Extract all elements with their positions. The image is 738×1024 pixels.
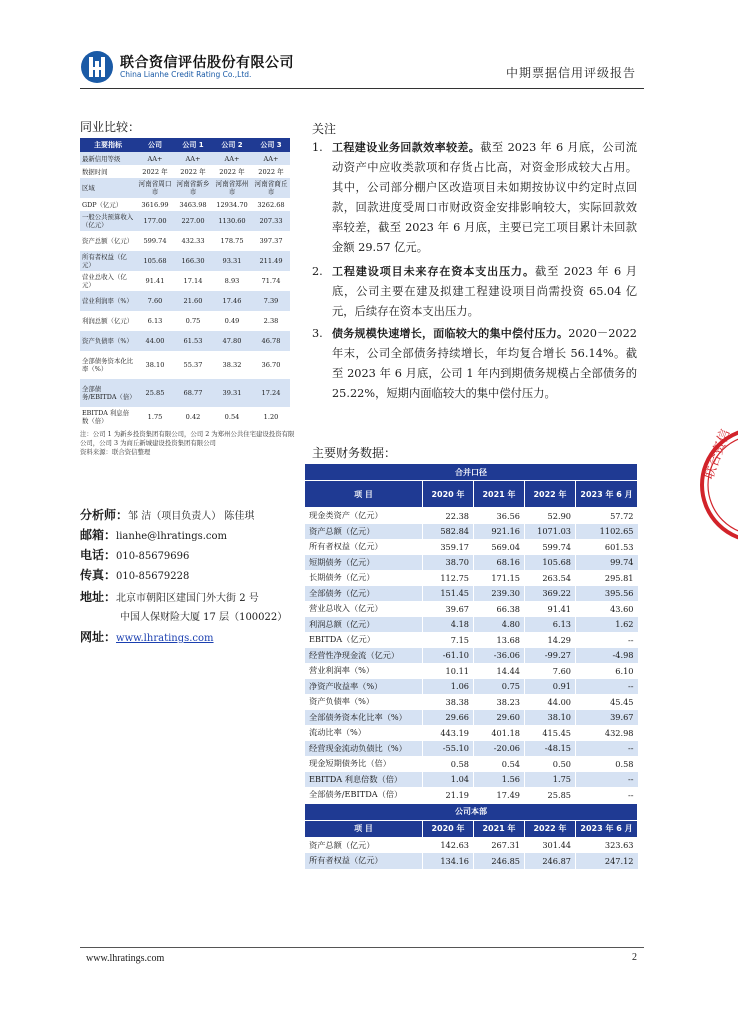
fin-table-row: [305, 756, 638, 772]
fin-cell: 6.13: [525, 617, 576, 633]
fin-cell: 415.45: [525, 725, 576, 741]
parent-header-row: [305, 820, 638, 837]
fin-cell: 36.56: [474, 508, 525, 524]
peer-cell: 105.68: [136, 251, 174, 271]
peer-cell: AA+: [252, 152, 290, 165]
fin-cell: 38.38: [423, 694, 474, 710]
peer-cell: 227.00: [174, 211, 212, 231]
parent-header-cell: 2023 年 6 月: [576, 820, 638, 837]
footer-divider: [80, 947, 644, 948]
fin-cell: -36.06: [474, 648, 525, 664]
fin-row-label: 经营性净现金流（亿元）: [305, 648, 423, 664]
fin-row-label: 经营现金流动负债比（%）: [305, 741, 423, 757]
fin-row-label: 现金类资产（亿元）: [305, 508, 423, 524]
peer-cell: 1.75: [147, 413, 163, 421]
company-logo-icon: [80, 50, 114, 84]
fin-table-row: [305, 787, 638, 803]
fin-cell: 359.17: [423, 539, 474, 555]
fin-table-row: [305, 539, 638, 555]
fin-table-row: [305, 725, 638, 741]
fin-cell: 142.63: [423, 837, 474, 853]
fin-cell: 599.74: [525, 539, 576, 555]
fin-cell: 247.12: [576, 853, 638, 869]
peer-cell: AA+: [136, 152, 174, 165]
peer-table-row: [80, 251, 290, 271]
concern-number: 1.: [312, 141, 323, 154]
concern-body: 2020－2022 年末，公司全部债务持续增长，年均复合增长 56.14%。截至 2023 年 6 月底，公司 1 年内到期债务规模占全部债务的 25.22%，短期内面临较大的集中偿付压力。: [332, 327, 637, 400]
peer-row-label: 最新信用等级: [80, 152, 136, 165]
peer-cell: 432.33: [181, 237, 205, 245]
fin-cell: 112.75: [423, 570, 474, 586]
fin-cell: 43.60: [576, 601, 638, 617]
peer-cell: 68.77: [174, 379, 212, 407]
peer-cell: 55.37: [183, 361, 203, 369]
fin-row-label: EBITDA 利息倍数（倍）: [305, 772, 423, 788]
peer-cell: AA+: [212, 152, 252, 165]
fin-cell: 246.87: [525, 853, 576, 869]
peer-cell: 38.10: [145, 361, 165, 369]
fin-cell: 14.29: [525, 632, 576, 648]
fin-cell: 171.15: [474, 570, 525, 586]
fin-cell: 52.90: [525, 508, 576, 524]
fin-table-row: [305, 555, 638, 571]
fin-row-label: 所有者权益（亿元）: [305, 853, 423, 869]
fin-table-row: [305, 679, 638, 695]
peer-cell: 12934.70: [216, 200, 248, 209]
consolidated-title: 合并口径: [305, 464, 638, 481]
peer-cell: 7.39: [252, 291, 290, 311]
peer-table-row: [80, 231, 290, 251]
address-line: [80, 588, 259, 605]
analyst-line: [80, 506, 254, 523]
fin-row-label: 利润总额（亿元）: [305, 617, 423, 633]
fin-row-label: 全部债务（亿元）: [305, 586, 423, 602]
parent-header-cell: 项 目: [305, 820, 423, 837]
peer-cell: 3463.98: [179, 200, 207, 209]
email-value: lianhe@lhratings.com: [116, 531, 228, 542]
peer-cell: 0.42: [185, 413, 201, 421]
fin-row-label: 短期债务（亿元）: [305, 555, 423, 571]
peer-table-note: [80, 430, 295, 457]
fin-cell: 134.16: [423, 853, 474, 869]
fin-cell: 1.06: [423, 679, 474, 695]
fin-cell: -20.06: [474, 741, 525, 757]
peer-table-row: [80, 311, 290, 331]
concern-body: 截至 2023 年 6 月底，公司流动资产中应收类款项和存货占比高，对资金形成较大占用。其中，公司部分棚户区改造项目未如期按协议中约定时点回款，回款进度受周口市财政资金安排影响较大，实际回款效率较差，截至 2023 年 6 月底，主要已完工项目累计未回款金额 29.57 亿元。: [332, 141, 638, 254]
peer-cell: 21.60: [174, 291, 212, 311]
peer-header-cell: 公司 3: [252, 138, 290, 152]
peer-row-label: 全部债务/EBITDA（倍）: [80, 379, 136, 407]
header-divider: [80, 88, 644, 89]
peer-row-label: 区域: [80, 178, 136, 198]
page-header: [80, 46, 644, 90]
svg-text:联合资信: 联合资信: [701, 427, 734, 482]
concerns-title: 关注: [312, 122, 337, 136]
fin-cell: 395.56: [576, 586, 638, 602]
fin-cell: 1.04: [423, 772, 474, 788]
fax-label: 传真：: [80, 568, 117, 582]
peer-cell: 47.80: [212, 331, 252, 351]
fin-cell: 401.18: [474, 725, 525, 741]
parent-title: 公司本部: [305, 803, 638, 820]
peer-table-row: [80, 407, 290, 427]
fin-table-row: [305, 741, 638, 757]
peer-cell: 3616.99: [141, 200, 169, 209]
fin-row-label: 所有者权益（亿元）: [305, 539, 423, 555]
fin-cell: 151.45: [423, 586, 474, 602]
fin-cell: 301.44: [525, 837, 576, 853]
footer-website: www.lhratings.com: [86, 953, 165, 964]
fin-table-row: [305, 524, 638, 540]
fin-cell: 4.80: [474, 617, 525, 633]
fin-header-cell: 项 目: [305, 481, 423, 508]
peer-cell: 599.74: [143, 237, 167, 245]
fin-cell: 569.04: [474, 539, 525, 555]
peer-comparison-table: [80, 138, 290, 427]
peer-cell: 2022 年: [258, 167, 284, 176]
peer-cell: 河南省周口市: [136, 178, 174, 198]
peer-header-cell: 主要指标: [80, 138, 136, 152]
fin-row-label: 营业总收入（亿元）: [305, 601, 423, 617]
peer-row-label: 数据时间: [82, 167, 108, 176]
fin-header-row: [305, 481, 638, 508]
peer-cell: 1130.60: [212, 211, 252, 231]
peer-cell: 178.75: [220, 237, 244, 245]
fin-header-cell: 2023 年 6 月: [576, 481, 638, 508]
fin-cell: 0.54: [474, 756, 525, 772]
fin-table-row: [305, 617, 638, 633]
peer-cell: 河南省郑州市: [212, 178, 252, 198]
fin-cell: 601.53: [576, 539, 638, 555]
fin-cell: 39.67: [423, 601, 474, 617]
peer-section-title: 同业比较：: [80, 120, 141, 134]
fin-cell: 582.84: [423, 524, 474, 540]
parent-title-row: [305, 803, 638, 820]
website-link[interactable]: www.lhratings.com: [116, 633, 214, 644]
page-number: 2: [632, 952, 637, 963]
fin-cell: 66.38: [474, 601, 525, 617]
concern-heading: 工程建设业务回款效率较差。: [332, 141, 481, 154]
fin-cell: 369.22: [525, 586, 576, 602]
fin-cell: 267.31: [474, 837, 525, 853]
company-seal-stamp: [698, 420, 738, 550]
peer-cell: 河南省新乡市: [174, 178, 212, 198]
peer-table-row: [80, 178, 290, 198]
report-title: 中期票据信用评级报告: [505, 66, 636, 80]
fin-cell: 29.66: [423, 710, 474, 726]
peer-cell: 0.49: [224, 317, 240, 325]
fin-cell: 6.10: [576, 663, 638, 679]
fin-cell: -4.98: [576, 648, 638, 664]
peer-cell: 211.49: [252, 251, 290, 271]
fin-row-label: EBITDA（亿元）: [305, 632, 423, 648]
analyst-label: 分析师：: [80, 508, 129, 522]
peer-cell: AA+: [174, 152, 212, 165]
peer-cell: 7.60: [136, 291, 174, 311]
fin-header-cell: 2020 年: [423, 481, 474, 508]
peer-table-row: [80, 152, 290, 165]
fin-cell: 91.41: [525, 601, 576, 617]
company-name-cn: 联合资信评估股份有限公司: [120, 55, 294, 71]
peer-cell: 2.38: [263, 317, 279, 325]
concern-item-2: [312, 262, 637, 322]
analyst-value: 邹 洁（项目负责人） 陈佳琪: [128, 511, 255, 522]
fin-header-cell: 2022 年: [525, 481, 576, 508]
consolidated-title-row: [305, 464, 638, 481]
peer-cell: 0.54: [224, 413, 240, 421]
fin-table-row: [305, 601, 638, 617]
fin-cell: 22.38: [423, 508, 474, 524]
peer-cell: 8.93: [224, 277, 240, 285]
parent-table-row: [305, 837, 638, 853]
fin-row-label: 资产总额（亿元）: [305, 524, 423, 540]
address-line-1: 北京市朝阳区建国门外大街 2 号: [116, 593, 259, 604]
peer-cell: 71.74: [261, 277, 281, 285]
fin-cell: 105.68: [525, 555, 576, 571]
peer-cell: 6.13: [147, 317, 163, 325]
concern-number: 3.: [312, 327, 323, 340]
fin-cell: 0.58: [576, 756, 638, 772]
peer-header-cell: 公司 2: [212, 138, 252, 152]
peer-cell: 397.37: [259, 237, 283, 245]
fin-cell: 1.62: [576, 617, 638, 633]
fin-cell: 323.63: [576, 837, 638, 853]
fin-cell: 99.74: [576, 555, 638, 571]
fin-row-label: 资产总额（亿元）: [305, 837, 423, 853]
fin-row-label: 资产负债率（%）: [305, 694, 423, 710]
peer-cell: 2022 年: [142, 167, 168, 176]
fin-cell: 10.11: [423, 663, 474, 679]
peer-cell: 河南省商丘市: [252, 178, 290, 198]
peer-cell: 17.14: [183, 277, 203, 285]
parent-table-row: [305, 853, 638, 869]
fin-cell: --: [576, 741, 638, 757]
fin-cell: 57.72: [576, 508, 638, 524]
fin-cell: 38.10: [525, 710, 576, 726]
phone-label: 电话：: [80, 548, 117, 562]
peer-row-label: 营业利润率（%）: [80, 291, 136, 311]
peer-table-row: [80, 351, 290, 379]
peer-cell: 3262.68: [257, 200, 285, 209]
peer-table-row: [80, 331, 290, 351]
concern-heading: 工程建设项目未来存在资本支出压力。: [332, 265, 535, 278]
fin-row-label: 净资产收益率（%）: [305, 679, 423, 695]
fin-cell: 0.75: [474, 679, 525, 695]
parent-header-cell: 2022 年: [525, 820, 576, 837]
fin-cell: 1102.65: [576, 524, 638, 540]
address-label: 地址：: [80, 590, 117, 604]
fin-row-label: 全部债务/EBITDA（倍）: [305, 787, 423, 803]
peer-row-label: 利润总额（亿元）: [82, 317, 134, 325]
peer-cell: 46.78: [252, 331, 290, 351]
peer-cell: 39.31: [212, 379, 252, 407]
fin-cell: 7.60: [525, 663, 576, 679]
financial-data-table: [304, 463, 638, 869]
peer-row-label: GDP（亿元）: [82, 200, 123, 209]
peer-table-row: [80, 165, 290, 178]
concern-number: 2.: [312, 265, 323, 278]
peer-cell: 17.46: [212, 291, 252, 311]
peer-cell: 93.31: [212, 251, 252, 271]
fin-cell: 38.23: [474, 694, 525, 710]
fin-table-row: [305, 632, 638, 648]
fin-cell: -61.10: [423, 648, 474, 664]
peer-cell: 2022 年: [180, 167, 206, 176]
peer-cell: 1.20: [263, 413, 279, 421]
peer-row-label: 一般公共预算收入（亿元）: [80, 211, 136, 231]
peer-cell: 2022 年: [219, 167, 245, 176]
fin-table-row: [305, 694, 638, 710]
fin-cell: 263.54: [525, 570, 576, 586]
peer-row-label: 全部债务资本化比率（%）: [82, 357, 134, 373]
peer-cell: 17.24: [252, 379, 290, 407]
fin-cell: 443.19: [423, 725, 474, 741]
fin-table-row: [305, 648, 638, 664]
peer-header-cell: 公司: [136, 138, 174, 152]
peer-row-label: EBITDA 利息倍数（倍）: [82, 409, 130, 425]
peer-source-text: 资料来源：联合资信整理: [80, 448, 151, 456]
fin-cell: 1.56: [474, 772, 525, 788]
fin-table-row: [305, 710, 638, 726]
peer-table-row: [80, 211, 290, 231]
fin-table-row: [305, 508, 638, 524]
fin-cell: --: [576, 787, 638, 803]
peer-table-row: [80, 198, 290, 211]
fin-table-row: [305, 570, 638, 586]
peer-cell: 61.53: [174, 331, 212, 351]
peer-row-label: 营业总收入（亿元）: [82, 273, 127, 289]
fin-cell: 239.30: [474, 586, 525, 602]
fin-cell: 29.60: [474, 710, 525, 726]
peer-cell: 0.75: [185, 317, 201, 325]
fin-cell: 25.85: [525, 787, 576, 803]
fin-cell: 68.16: [474, 555, 525, 571]
fin-cell: 21.19: [423, 787, 474, 803]
peer-cell: 44.00: [136, 331, 174, 351]
peer-row-label: 所有者权益（亿元）: [80, 251, 136, 271]
fin-cell: -99.27: [525, 648, 576, 664]
address-line-2: 中国人保财险大厦 17 层（100022）: [120, 612, 288, 623]
email-line: [80, 526, 227, 543]
fin-cell: -48.15: [525, 741, 576, 757]
fin-cell: 246.85: [474, 853, 525, 869]
peer-cell: 91.41: [145, 277, 165, 285]
fin-cell: 0.91: [525, 679, 576, 695]
fin-cell: 13.68: [474, 632, 525, 648]
web-label: 网址：: [80, 630, 117, 644]
fin-row-label: 长期债务（亿元）: [305, 570, 423, 586]
phone-value: 010-85679696: [116, 551, 190, 562]
fin-cell: --: [576, 772, 638, 788]
peer-row-label: 资产负债率（%）: [80, 331, 136, 351]
fax-value: 010-85679228: [116, 571, 190, 582]
fax-line: [80, 566, 189, 583]
fin-table-row: [305, 663, 638, 679]
fin-cell: 0.58: [423, 756, 474, 772]
fin-cell: 38.70: [423, 555, 474, 571]
phone-line: [80, 546, 189, 563]
fin-cell: 45.45: [576, 694, 638, 710]
fin-cell: 14.44: [474, 663, 525, 679]
email-label: 邮箱：: [80, 528, 117, 542]
fin-row-label: 现金短期债务比（倍）: [305, 756, 423, 772]
fin-row-label: 营业利润率（%）: [305, 663, 423, 679]
concern-body: 截至 2023 年 6 月底，公司主要在建及拟建工程建设项目尚需投资 65.04 亿元，后续存在资本支出压力。: [332, 265, 637, 318]
concern-heading: 债务规模快速增长，面临较大的集中偿付压力。: [332, 327, 569, 340]
peer-header-cell: 公司 1: [174, 138, 212, 152]
fin-cell: -55.10: [423, 741, 474, 757]
peer-cell: 36.70: [261, 361, 281, 369]
peer-cell: 25.85: [136, 379, 174, 407]
peer-table-row: [80, 271, 290, 291]
fin-row-label: 流动比率（%）: [305, 725, 423, 741]
peer-cell: 207.33: [252, 211, 290, 231]
peer-cell: 177.00: [136, 211, 174, 231]
concern-item-1: [312, 138, 637, 258]
peer-table-row: [80, 291, 290, 311]
fin-cell: 1071.03: [525, 524, 576, 540]
fin-cell: 921.16: [474, 524, 525, 540]
concern-item-3: [312, 324, 637, 404]
fin-cell: 4.18: [423, 617, 474, 633]
fin-table-row: [305, 586, 638, 602]
financials-title: 主要财务数据：: [312, 446, 397, 460]
web-line: [80, 628, 214, 645]
company-name-en: China Lianhe Credit Rating Co.,Ltd.: [120, 70, 252, 79]
fin-cell: 7.15: [423, 632, 474, 648]
peer-table-row: [80, 379, 290, 407]
parent-header-cell: 2021 年: [474, 820, 525, 837]
fin-cell: 39.67: [576, 710, 638, 726]
peer-cell: 38.32: [222, 361, 242, 369]
fin-cell: 432.98: [576, 725, 638, 741]
fin-row-label: 全部债务资本化比率（%）: [305, 710, 423, 726]
peer-row-label: 资产总额（亿元）: [82, 237, 134, 245]
peer-note-text: 注：公司 1 为新乡投资集团有限公司，公司 2 为郑州公共住宅建设投资有限公司，公司 3 为商丘新城建设投资集团有限公司: [80, 430, 295, 447]
fin-cell: 295.81: [576, 570, 638, 586]
parent-header-cell: 2020 年: [423, 820, 474, 837]
fin-cell: 0.50: [525, 756, 576, 772]
fin-cell: 17.49: [474, 787, 525, 803]
fin-table-row: [305, 772, 638, 788]
peer-header-row: [80, 138, 290, 152]
peer-cell: 166.30: [174, 251, 212, 271]
fin-cell: --: [576, 679, 638, 695]
fin-cell: 1.75: [525, 772, 576, 788]
fin-cell: --: [576, 632, 638, 648]
fin-header-cell: 2021 年: [474, 481, 525, 508]
fin-cell: 44.00: [525, 694, 576, 710]
address-line-2-wrap: [120, 608, 287, 623]
